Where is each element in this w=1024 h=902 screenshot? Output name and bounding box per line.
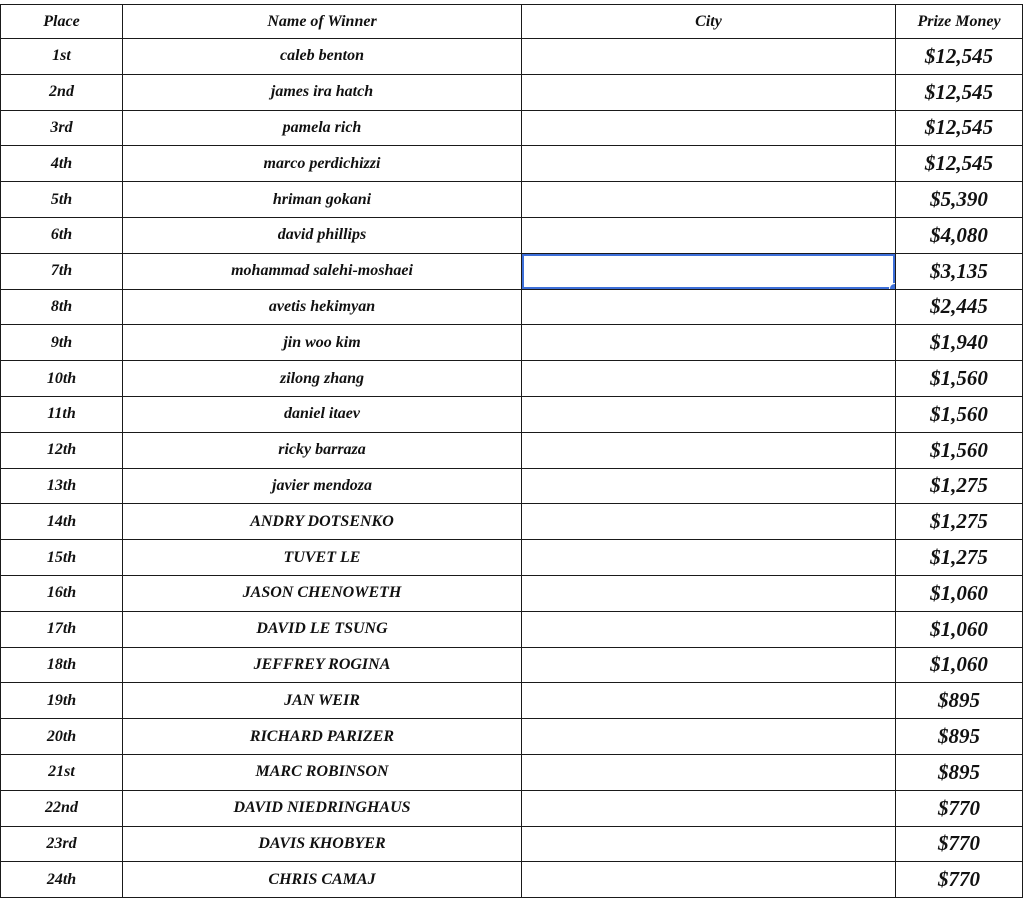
winner-name-cell[interactable]: JEFFREY ROGINA [123, 647, 522, 683]
city-cell[interactable] [522, 289, 896, 325]
table-row [1, 754, 1023, 790]
winner-name-cell[interactable]: MARC ROBINSON [123, 754, 522, 790]
prize-money-cell[interactable]: $1,060 [896, 647, 1023, 683]
winner-name-cell[interactable]: TUVET LE [123, 540, 522, 576]
city-cell[interactable] [522, 361, 896, 397]
city-cell[interactable] [522, 790, 896, 826]
winner-name-cell[interactable]: ricky barraza [123, 432, 522, 468]
city-cell[interactable] [522, 611, 896, 647]
table-row [1, 325, 1023, 361]
prize-money-cell[interactable]: $770 [896, 862, 1023, 898]
place-cell[interactable]: 7th [1, 253, 123, 289]
prize-money-cell[interactable]: $4,080 [896, 217, 1023, 253]
place-cell[interactable]: 22nd [1, 790, 123, 826]
header-row [1, 5, 1023, 39]
winner-name-cell[interactable]: hriman gokani [123, 182, 522, 218]
place-cell[interactable]: 1st [1, 39, 123, 75]
city-cell[interactable] [522, 826, 896, 862]
place-cell[interactable]: 14th [1, 504, 123, 540]
table-row [1, 862, 1023, 898]
prize-money-cell[interactable]: $12,545 [896, 110, 1023, 146]
city-cell[interactable] [522, 39, 896, 75]
prize-money-cell[interactable]: $1,275 [896, 468, 1023, 504]
table-row [1, 361, 1023, 397]
city-cell[interactable] [522, 719, 896, 755]
city-cell[interactable] [522, 432, 896, 468]
winner-name-cell[interactable]: javier mendoza [123, 468, 522, 504]
prize-money-cell[interactable]: $5,390 [896, 182, 1023, 218]
table-row [1, 432, 1023, 468]
city-cell[interactable] [522, 325, 896, 361]
city-cell[interactable] [522, 647, 896, 683]
fill-handle[interactable] [889, 283, 896, 290]
place-cell[interactable]: 24th [1, 862, 123, 898]
prize-money-cell[interactable]: $3,135 [896, 253, 1023, 289]
prize-money-cell[interactable]: $1,560 [896, 361, 1023, 397]
winner-name-cell[interactable]: pamela rich [123, 110, 522, 146]
prize-money-cell[interactable]: $12,545 [896, 74, 1023, 110]
prize-money-cell[interactable]: $770 [896, 826, 1023, 862]
table-row [1, 217, 1023, 253]
prize-money-cell[interactable]: $12,545 [896, 39, 1023, 75]
winner-name-cell[interactable]: ANDRY DOTSENKO [123, 504, 522, 540]
table-row [1, 289, 1023, 325]
winner-name-cell[interactable]: james ira hatch [123, 74, 522, 110]
table-row [1, 719, 1023, 755]
prize-money-cell[interactable]: $2,445 [896, 289, 1023, 325]
city-cell-selected[interactable] [522, 253, 896, 289]
prize-money-cell[interactable]: $1,060 [896, 575, 1023, 611]
table-row [1, 575, 1023, 611]
place-cell[interactable]: 12th [1, 432, 123, 468]
place-cell[interactable]: 9th [1, 325, 123, 361]
winner-name-cell[interactable]: marco perdichizzi [123, 146, 522, 182]
winners-table [0, 4, 1023, 898]
winner-name-cell[interactable]: DAVIS KHOBYER [123, 826, 522, 862]
prize-money-cell[interactable]: $1,940 [896, 325, 1023, 361]
winner-name-cell[interactable]: david phillips [123, 217, 522, 253]
place-cell[interactable]: 2nd [1, 74, 123, 110]
header-prize[interactable]: Prize Money [896, 5, 1023, 39]
city-cell[interactable] [522, 74, 896, 110]
prize-money-cell[interactable]: $1,275 [896, 504, 1023, 540]
table-row [1, 504, 1023, 540]
place-cell[interactable]: 17th [1, 611, 123, 647]
winner-name-cell[interactable]: CHRIS CAMAJ [123, 862, 522, 898]
winner-name-cell[interactable]: caleb benton [123, 39, 522, 75]
prize-money-cell[interactable]: $770 [896, 790, 1023, 826]
prize-money-cell[interactable]: $1,060 [896, 611, 1023, 647]
prize-money-cell[interactable]: $1,560 [896, 432, 1023, 468]
winner-name-cell[interactable]: JASON CHENOWETH [123, 575, 522, 611]
place-cell[interactable]: 21st [1, 754, 123, 790]
place-cell[interactable]: 5th [1, 182, 123, 218]
header-place[interactable]: Place [1, 5, 123, 39]
prize-money-cell[interactable]: $895 [896, 683, 1023, 719]
header-name[interactable]: Name of Winner [123, 5, 522, 39]
table-row [1, 39, 1023, 75]
spreadsheet-grid [0, 4, 1024, 902]
table-row [1, 182, 1023, 218]
table-row [1, 74, 1023, 110]
city-cell[interactable] [522, 110, 896, 146]
prize-money-cell[interactable]: $1,275 [896, 540, 1023, 576]
winner-name-cell[interactable]: mohammad salehi-moshaei [123, 253, 522, 289]
city-cell[interactable] [522, 754, 896, 790]
place-cell[interactable]: 15th [1, 540, 123, 576]
place-cell[interactable]: 8th [1, 289, 123, 325]
header-city[interactable]: City [522, 5, 896, 39]
table-body [1, 39, 1023, 898]
winner-name-cell[interactable]: jin woo kim [123, 325, 522, 361]
winner-name-cell[interactable]: JAN WEIR [123, 683, 522, 719]
city-cell[interactable] [522, 862, 896, 898]
winner-name-cell[interactable]: RICHARD PARIZER [123, 719, 522, 755]
winner-name-cell[interactable]: daniel itaev [123, 396, 522, 432]
table-row [1, 146, 1023, 182]
place-cell[interactable]: 3rd [1, 110, 123, 146]
city-cell[interactable] [522, 683, 896, 719]
place-cell[interactable]: 13th [1, 468, 123, 504]
table-row [1, 396, 1023, 432]
table-row [1, 790, 1023, 826]
place-cell[interactable]: 4th [1, 146, 123, 182]
winner-name-cell[interactable]: DAVID LE TSUNG [123, 611, 522, 647]
winner-name-cell[interactable]: zilong zhang [123, 361, 522, 397]
prize-money-cell[interactable]: $1,560 [896, 396, 1023, 432]
table-row [1, 540, 1023, 576]
place-cell[interactable]: 18th [1, 647, 123, 683]
table-row [1, 253, 1023, 289]
prize-money-cell[interactable]: $895 [896, 719, 1023, 755]
table-row [1, 611, 1023, 647]
place-cell[interactable]: 10th [1, 361, 123, 397]
table-row [1, 110, 1023, 146]
place-cell[interactable]: 20th [1, 719, 123, 755]
prize-money-cell[interactable]: $895 [896, 754, 1023, 790]
city-cell[interactable] [522, 504, 896, 540]
place-cell[interactable]: 6th [1, 217, 123, 253]
table-row [1, 647, 1023, 683]
city-cell[interactable] [522, 182, 896, 218]
table-row [1, 468, 1023, 504]
place-cell[interactable]: 23rd [1, 826, 123, 862]
place-cell[interactable]: 16th [1, 575, 123, 611]
place-cell[interactable]: 11th [1, 396, 123, 432]
city-cell[interactable] [522, 217, 896, 253]
table-row [1, 826, 1023, 862]
city-cell[interactable] [522, 146, 896, 182]
winner-name-cell[interactable]: avetis hekimyan [123, 289, 522, 325]
winner-name-cell[interactable]: DAVID NIEDRINGHAUS [123, 790, 522, 826]
city-cell[interactable] [522, 396, 896, 432]
table-row [1, 683, 1023, 719]
city-cell[interactable] [522, 575, 896, 611]
place-cell[interactable]: 19th [1, 683, 123, 719]
city-cell[interactable] [522, 540, 896, 576]
city-cell[interactable] [522, 468, 896, 504]
prize-money-cell[interactable]: $12,545 [896, 146, 1023, 182]
